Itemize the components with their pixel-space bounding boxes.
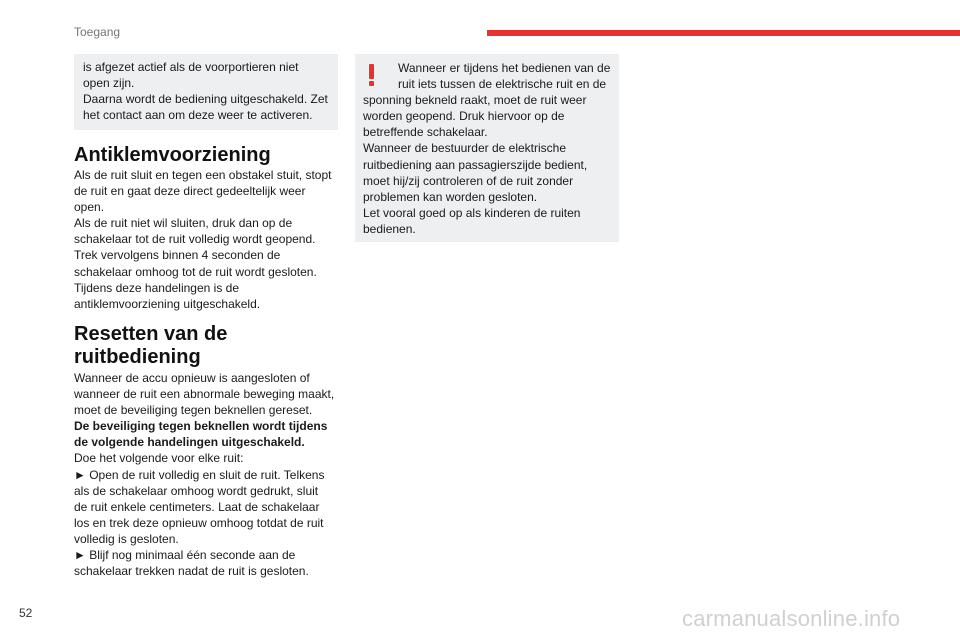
warning-line: Let vooral goed op als kinderen de ruiten — [363, 205, 581, 220]
note-line: is afgezet actief als de voorportieren niet — [83, 60, 299, 74]
warning-line: moet hij/zij controleren of de ruit zonder — [363, 173, 574, 188]
warning-line: ruitbediening aan passagierszijde bedient, — [363, 157, 588, 172]
warning-line: sponning bekneld raakt, moet de ruit weer — [363, 93, 587, 108]
note-box — [74, 54, 338, 130]
warning-line: problemen kan worden gesloten. — [363, 189, 538, 204]
text-line: Als de ruit niet wil sluiten, druk dan op de — [74, 216, 293, 231]
step-line: schakelaar trekken nadat de ruit is gesloten. — [74, 564, 309, 579]
section-header: Toegang — [74, 25, 121, 39]
page-number: 52 — [19, 606, 33, 620]
warning-box — [355, 54, 619, 242]
step-line: volledig is gesloten. — [74, 531, 179, 546]
text-line: Als de ruit sluit en tegen een obstakel stuit, stopt — [74, 168, 332, 182]
heading-antiklemvoorziening: Antiklemvoorziening — [74, 144, 271, 166]
heading-resetten — [74, 323, 334, 369]
section-color-bar — [487, 30, 960, 36]
step-line: los en trek deze opnieuw omhoog totdat de ruit — [74, 515, 324, 530]
text-line: schakelaar omhoog tot de ruit wordt gesloten. — [74, 264, 317, 279]
bold-line: de volgende handelingen uitgeschakeld. — [74, 435, 305, 450]
bold-line: De beveiliging tegen beknellen wordt tijdens — [74, 419, 328, 434]
text-line: Wanneer de accu opnieuw is aangesloten of — [74, 371, 310, 385]
warning-line: worden geopend. Druk hiervoor op de — [363, 109, 565, 124]
text-line: moet de beveiliging tegen beknellen gereset. — [74, 403, 313, 418]
text-line: Doe het volgende voor elke ruit: — [74, 451, 244, 466]
antiklem-paragraph — [74, 167, 342, 312]
text-line: antiklemvoorziening uitgeschakeld. — [74, 296, 261, 311]
warning-line: bedienen. — [363, 221, 416, 236]
text-line: Trek vervolgens binnen 4 seconden de — [74, 248, 281, 263]
exclamation-icon — [369, 64, 375, 86]
warning-line: betreffende schakelaar. — [363, 125, 488, 140]
note-line: het contact aan om deze weer te activeren. — [83, 108, 313, 122]
reset-paragraph — [74, 370, 342, 579]
warning-line: ruit iets tussen de elektrische ruit en de — [398, 77, 607, 92]
heading-line: Resetten van de — [74, 323, 228, 345]
heading-line: ruitbediening — [74, 346, 201, 368]
text-line: Tijdens deze handelingen is de — [74, 280, 240, 295]
text-line: schakelaar tot de ruit volledig wordt geopend. — [74, 232, 316, 247]
step-line: als de schakelaar omhoog wordt gedrukt, sluit — [74, 483, 319, 498]
watermark: carmanualsonline.info — [682, 606, 901, 631]
note-line: open zijn. — [83, 76, 135, 90]
warning-line: Wanneer de bestuurder de elektrische — [363, 141, 567, 156]
text-line: wanneer de ruit een abnormale beweging maakt, — [74, 387, 335, 402]
text-line: open. — [74, 200, 105, 215]
text-line: de ruit en gaat deze direct gedeeltelijk weer — [74, 184, 306, 199]
step-line: ► Open de ruit volledig en sluit de ruit. Telkens — [74, 467, 325, 482]
note-line: Daarna wordt de bediening uitgeschakeld. Zet — [83, 92, 328, 106]
step-line: de ruit enkele centimeters. Laat de schakelaar — [74, 499, 320, 514]
step-line: ► Blijf nog minimaal één seconde aan de — [74, 548, 296, 563]
warning-line: Wanneer er tijdens het bedienen van de — [398, 61, 611, 75]
